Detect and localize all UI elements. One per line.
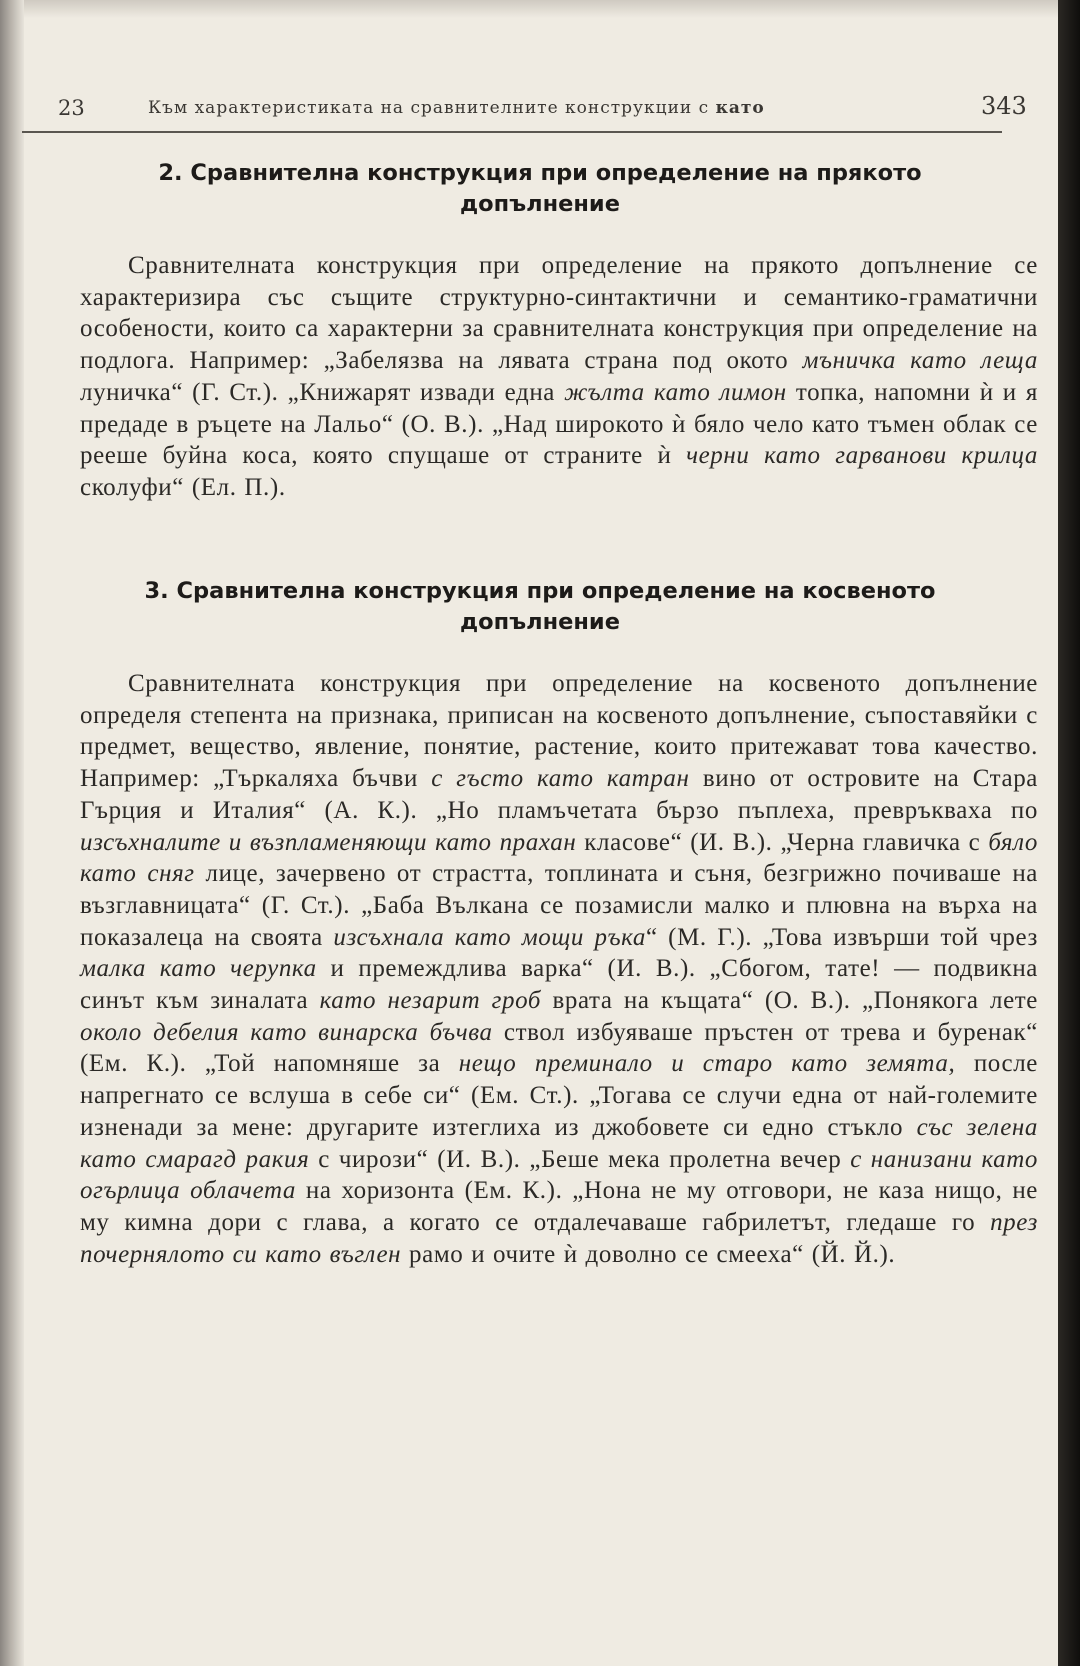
text-run: вино от островите на Стара Гърция и Италия“ (А. К.). „Но пламъчетата бързо пъплеха, превръкваха по	[80, 765, 1038, 824]
section-3-heading-line2: допълнение	[460, 609, 620, 635]
example-italic: мъничка като леща	[802, 347, 1038, 375]
page-number-right: 343	[981, 92, 1027, 120]
page-top-shadow	[0, 0, 1058, 18]
example-italic: бяло като сняг	[80, 828, 1038, 888]
text-run: топка, напомни ѝ и я предаде в ръцете на Лальо“ (О. В.). „Над широкото ѝ бяло чело като тъмен облак се рееше буйна коса, която спущаше от страните ѝ	[80, 378, 1038, 470]
text-run: “ (М. Г.). „Това извърши той чрез	[645, 923, 1038, 951]
running-title-text: Към характеристиката на сравнителните конструкции с	[148, 98, 710, 118]
example-italic: през почернялото си като въглен	[80, 1208, 1038, 1268]
example-italic: черни като гарванови крилца	[686, 442, 1038, 470]
example-italic: като незарит гроб	[319, 987, 542, 1015]
example-italic: жълта като лимон	[564, 378, 787, 406]
example-italic: малка като черупка	[80, 955, 317, 983]
text-run: Сравнителната конструкция при определение на прякото допълнение се характеризира със същите структурно-синтактични и семантико-граматични особености, които са характерни за сравнителната конструкция при определение на подлога. Например: „Забелязва на лявата страна под окото	[80, 252, 1038, 375]
section-3-heading	[80, 576, 1000, 638]
text-run: и премеждлива варка“ (И. В.). „Сбогом, тате! — подвикна синът към зиналата	[80, 955, 1038, 1015]
example-italic: изсъхнала като мощи ръка	[333, 923, 646, 951]
page-number-left: 23	[58, 96, 85, 120]
section-2-heading	[80, 158, 1000, 220]
text-run: после напрегнато се вслуша в себе си“ (Ем. Ст.). „Тогава се случи една от най-големите изненади за мене: другарите изтеглиха из джобовете си едно стъкло	[80, 1050, 1038, 1141]
text-run: Сравнителната конструкция при определение на косвеното допълнение определя степента на признака, приписан на косвеното допълнение, съпоставяйки с предмет, вещество, явление, понятие, растение, които притежават това качество. Например: „Търкаляха бъчви	[80, 670, 1038, 793]
example-italic: със зелена като смарагд ракия	[80, 1113, 1038, 1173]
text-run: с чирози“ (И. В.). „Беше мека пролетна вечер	[309, 1145, 851, 1173]
text-run: ствол избуяваше пръстен от трева и буренак“ (Ем. К.). „Той напомняше за	[80, 1018, 1038, 1078]
running-title	[148, 98, 765, 118]
text-run: на хоризонта (Ем. К.). „Нона не му отговори, не каза нищо, не му кимна дори с глава, а когато се отдалечаваше габрилетът, гледаше го	[80, 1177, 1038, 1236]
example-italic: с нанизани като огърлица облачета	[80, 1145, 1038, 1205]
header-rule	[22, 131, 1002, 133]
example-italic: около дебелия като винарска бъчва	[80, 1018, 493, 1046]
text-run: класове“ (И. В.). „Черна главичка с	[576, 828, 989, 856]
section-2-heading-line1: 2. Сравнителна конструкция при определение на прякото	[158, 160, 922, 186]
page-binding-edge	[0, 0, 24, 1666]
running-title-bold: като	[715, 98, 765, 118]
example-italic: нещо преминало и старо като земята,	[458, 1050, 956, 1078]
text-run: луничка“ (Г. Ст.). „Книжарят извади една	[80, 378, 565, 406]
text-run: рамо и очите ѝ доволно се смееха“ (Й. Й.).	[401, 1240, 896, 1268]
text-run: сколуфи“ (Ел. П.).	[80, 473, 286, 501]
section-3-heading-line1: 3. Сравнителна конструкция при определение на косвеното	[144, 578, 936, 604]
example-italic: изсъхналите и възпламеняющи като прахан	[80, 828, 577, 856]
section-2-paragraph	[80, 250, 1038, 504]
section-3-paragraph	[80, 668, 1038, 1270]
running-header	[58, 92, 1026, 126]
section-2-heading-line2: допълнение	[460, 191, 620, 217]
text-run: лице, зачервено от страстта, топлината и съня, безгрижно почиваше на възглавницата“ (Г. Ст.). „Баба Вълкана се позамисли малко и плювна на върха на показалеца на своята	[80, 860, 1038, 951]
text-run: врата на къщата“ (О. В.). „Понякога лете	[541, 987, 1039, 1015]
scan-dark-edge	[1058, 0, 1080, 1666]
example-italic: с гъсто като катран	[431, 765, 690, 793]
